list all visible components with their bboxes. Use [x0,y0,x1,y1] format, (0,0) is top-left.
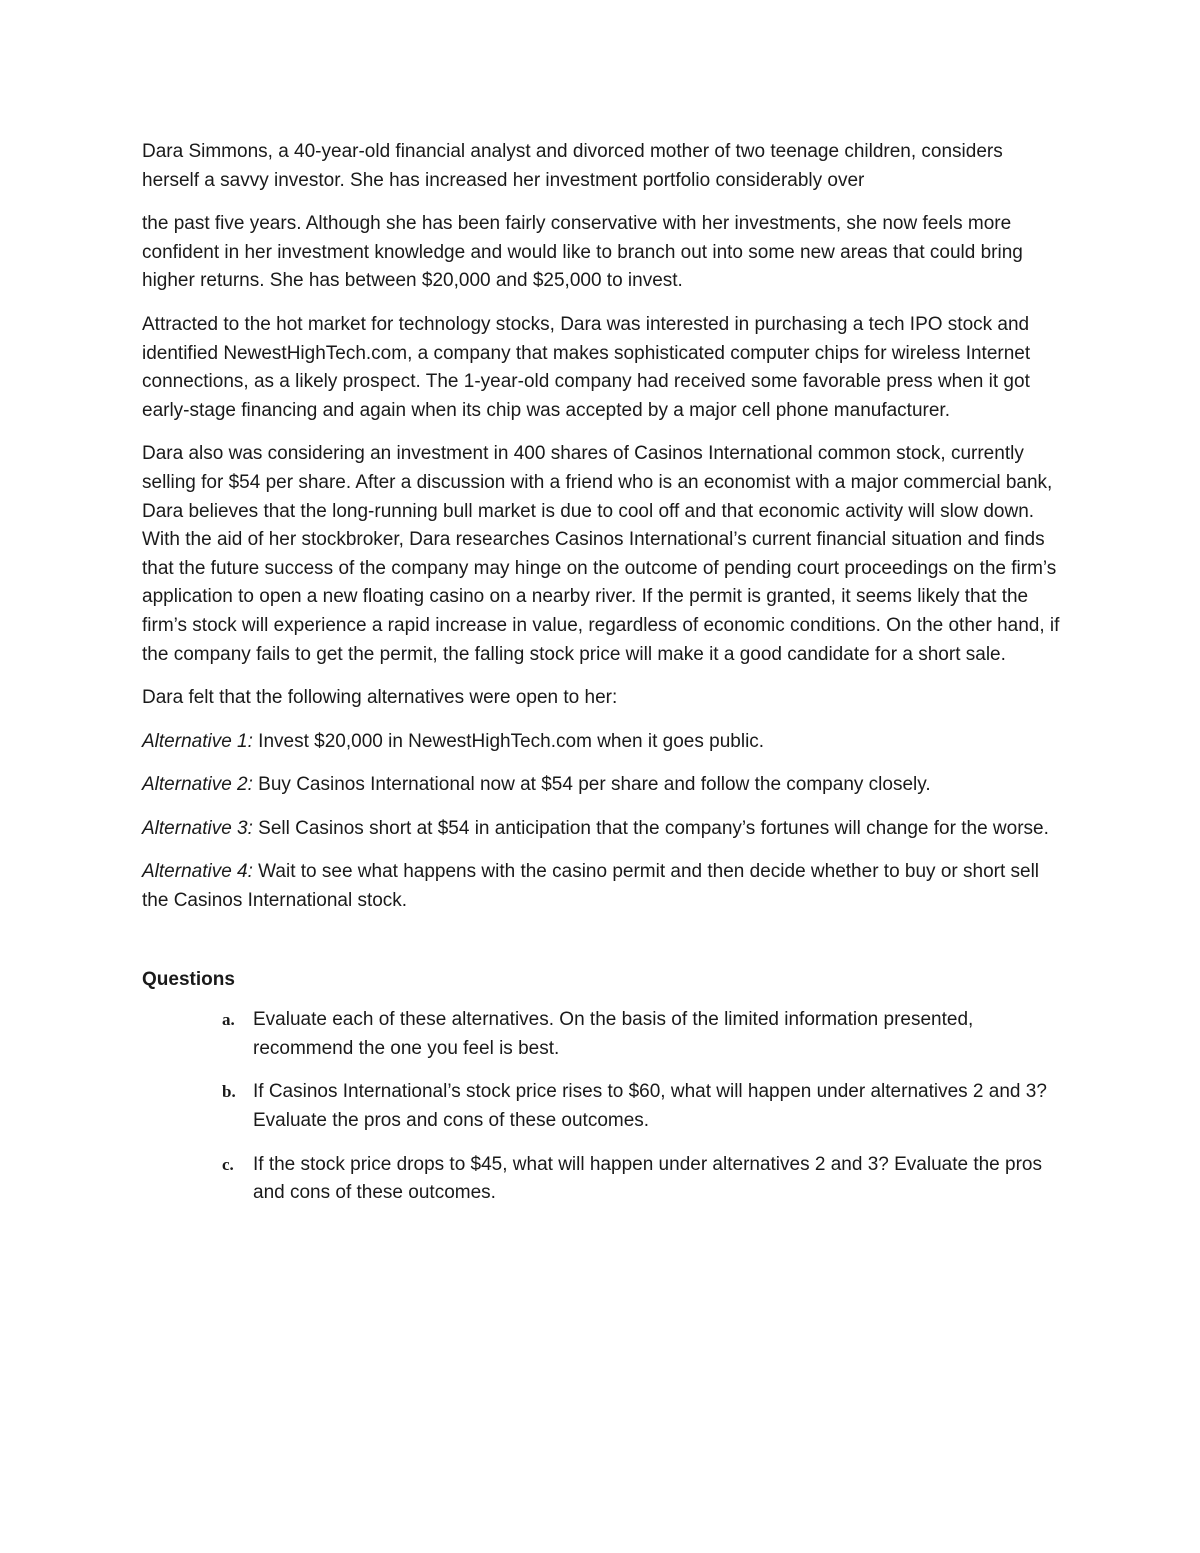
alternative-3-text: Sell Casinos short at $54 in anticipation that the company’s fortunes will change for the worse. [252,817,1049,839]
document-page [142,138,1062,1223]
alternative-1-text: Invest $20,000 in NewestHighTech.com when it goes public. [252,730,765,752]
question-item-c [142,1151,1062,1208]
alternative-4-text: Wait to see what happens with the casino permit and then decide whether to buy or short sell the Casinos International stock. [142,861,1040,912]
paragraph-tech-ipo: Attracted to the hot market for technology stocks, Dara was interested in purchasing a tech IPO stock and identified NewestHighTech.com, a company that makes sophisticated computer chips for wireless Internet connections, as a likely prospect. The 1-year-old company had received some favorable press when it got early-stage financing and again when its chip was accepted by a major cell phone manufacturer. [142,313,1031,421]
alternative-4-label: Alternative 4: [142,861,253,883]
alternative-2-label: Alternative 2: [142,774,253,796]
alternative-4 [142,858,1062,915]
alternative-3 [142,815,1062,844]
question-item-b [142,1078,1062,1135]
paragraph-casinos: Dara also was considering an investment in 400 shares of Casinos International common stock, currently selling for $54 per share. After a discussion with a friend who is an economist with a major commercial bank, Dara believes that the long-running bull market is due to cool off and that economic activity will slow down. With the aid of her stockbroker, Dara researches Casinos International’s current financial situation and finds that the future success of the company may hinge on the outcome of pending court proceedings on the firm’s application to open a new floating casino on a nearby river. If the permit is granted, it seems likely that the firm’s stock will experience a rapid increase in value, regardless of economic conditions. On the other hand, if the company fails to get the permit, the falling stock price will make it a good candidate for a short sale. [142,443,1060,665]
question-text-b: If Casinos International’s stock price rises to $60, what will happen under alternatives 2 and 3? Evaluate the pros and cons of these outcomes. [253,1081,1047,1132]
paragraph-intro: Dara Simmons, a 40-year-old financial analyst and divorced mother of two teenage children, considers herself a savvy investor. She has increased her investment portfolio considerably over [142,141,1003,191]
alternative-1-label: Alternative 1: [142,730,253,752]
question-marker-c: c. [222,1154,234,1174]
questions-heading: Questions [142,968,235,990]
paragraph-alternatives-intro: Dara felt that the following alternatives were open to her: [142,687,618,709]
alternative-2-text: Buy Casinos International now at $54 per share and follow the company closely. [252,774,931,796]
question-text-c: If the stock price drops to $45, what will happen under alternatives 2 and 3? Evaluate the pros and cons of these outcomes. [253,1153,1042,1204]
alternative-1 [142,728,1062,757]
question-marker-a: a. [222,1010,235,1030]
question-item-a [142,1006,1062,1063]
questions-list [142,1006,1062,1208]
question-text-a: Evaluate each of these alternatives. On the basis of the limited information presented, recommend the one you feel is best. [253,1009,974,1059]
alternative-2 [142,771,1062,800]
question-marker-b: b. [222,1082,236,1102]
paragraph-portfolio: the past five years. Although she has been fairly conservative with her investments, she now feels more confident in her investment knowledge and would like to branch out into some new areas that could bring higher returns. She has between $20,000 and $25,000 to invest. [142,213,1023,292]
alternative-3-label: Alternative 3: [142,817,253,839]
